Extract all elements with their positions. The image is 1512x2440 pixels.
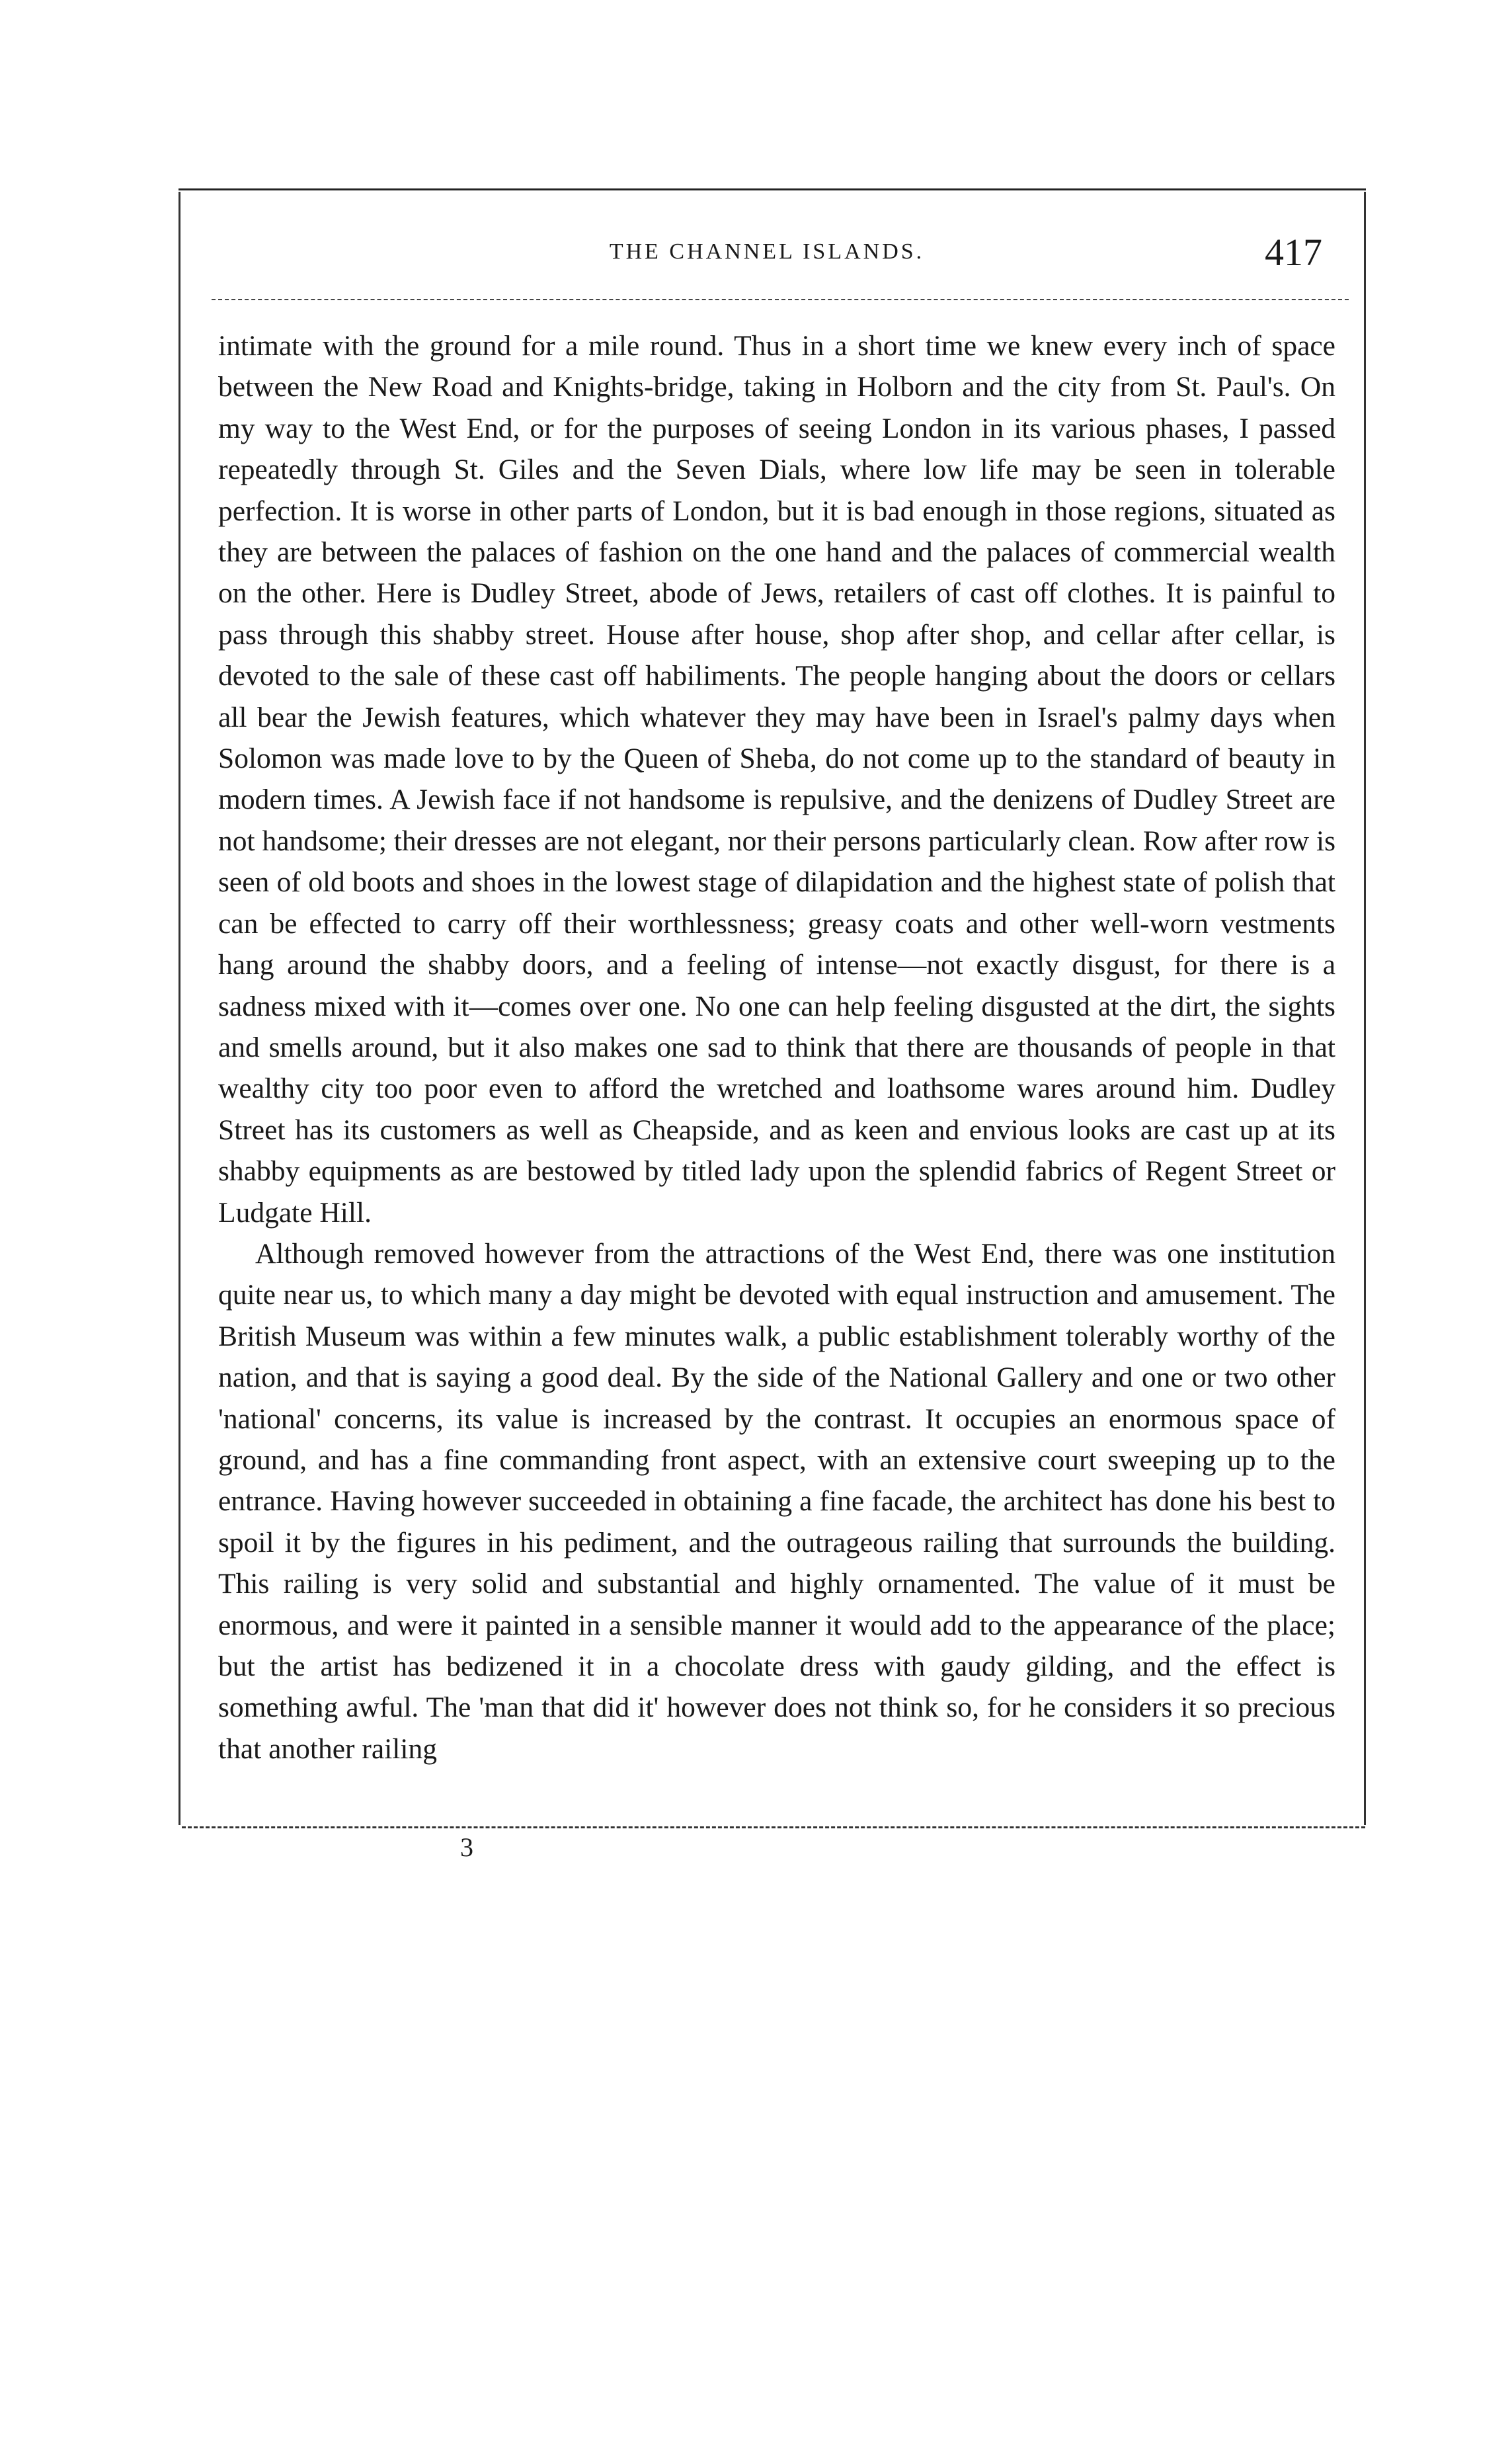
running-title: THE CHANNEL ISLANDS. <box>609 239 925 264</box>
signature-mark: 3 <box>460 1832 473 1862</box>
footer-rule <box>182 1826 1365 1828</box>
paragraph-british-museum: Although removed however from the attractions of the West End, there was one institution quite near us, to which many a day might be devoted with equal instruction and amusement. The British Museum was within a few minutes walk, a public establishment tolerably worthy of the nation, and that is saying a good deal. By the side of the National Gallery and one or two other 'national' concerns, its value is increased by the contrast. It occupies an enormous space of ground, and has a fine commanding front aspect, with an extensive court sweeping up to the entrance. Having however succeeded in obtaining a fine facade, the architect has done his best to spoil it by the figures in his pediment, and the outrageous railing that surrounds the building. This railing is very solid and substantial and highly ornamented. The value of it must be enormous, and were it painted in a sensible manner it would add to the appearance of the place; but the artist has bedizened it in a chocolate dress with gaudy gilding, and the effect is something awful. The 'man that did it' however does not think so, for he considers it so precious that another railing <box>218 1237 1335 1765</box>
header-rule <box>212 299 1349 300</box>
top-border-rule <box>179 188 1366 190</box>
paragraph-continued: intimate with the ground for a mile round. Thus in a short time we knew every inch of space between the New Road and Knights-bridge, taking in Holborn and the city from St. Paul's. On my way to the West End, or for the purposes of seeing London in its various phases, I passed repeatedly through St. Giles and the Seven Dials, where low life may be seen in tolerable perfection. It is worse in other parts of London, but it is bad enough in those regions, situated as they are between the palaces of fashion on the one hand and the palaces of commercial wealth on the other. Here is Dudley Street, abode of Jews, retailers of cast off clothes. It is painful to pass through this shabby street. House after house, shop after shop, and cellar after cellar, is devoted to the sale of these cast off habiliments. The people hanging about the doors or cellars all bear the Jewish features, which whatever they may have been in Israel's palmy days when Solomon was made love to by the Queen of Sheba, do not come up to the standard of beauty in modern times. A Jewish face if not handsome is repulsive, and the denizens of Dudley Street are not handsome; their dresses are not elegant, nor their persons particularly clean. Row after row is seen of old boots and shoes in the lowest stage of dilapidation and the highest state of polish that can be effected to carry off their worthlessness; greasy coats and other well-worn vestments hang around the shabby doors, and a feeling of intense—not exactly disgust, for there is a sadness mixed with it—comes over one. No one can help feeling disgusted at the dirt, the sights and smells around, but it also makes one sad to think that there are thousands of people in that wealthy city too poor even to afford the wretched and loathsome wares around him. Dudley Street has its customers as well as Cheapside, and as keen and envious looks are cast up at its shabby equipments as are bestowed by titled lady upon the splendid fabrics of Regent Street or Ludgate Hill. <box>218 330 1335 1229</box>
page-number: 417 <box>1265 231 1322 274</box>
body-text <box>218 325 1335 1769</box>
page-header <box>212 230 1322 283</box>
